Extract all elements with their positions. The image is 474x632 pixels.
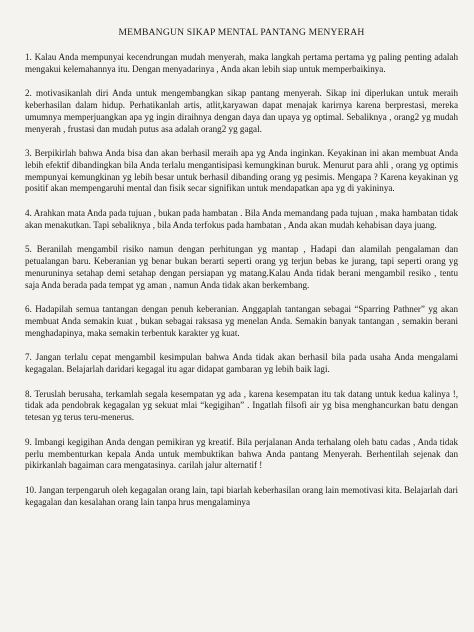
paragraph-3: 3. Berpikirlah bahwa Anda bisa dan akan berhasil meraih apa yg Anda inginkan. Keyakinan ini akan membuat Anda lebih efektif dibandingkan bila Anda terlalu mengantisipasi kemungkinan buruk. Menurut para ahli , orang yg optimis mempunyai kemungkinan yg lebih besar untuk berhasil dibanding orang yg pesimis. Mengapa ? Karena keyakinan yg positif akan mempengaruhi mental dan fisik secar signifikan untuk mendapatkan apa yg di yakininya. <box>25 148 458 194</box>
paragraph-4: 4. Arahkan mata Anda pada tujuan , bukan pada hambatan . Bila Anda memandang pada tujuan , maka hambatan tidak akan menakutkan. Tapi sebaliknya , bila Anda terfokus pada hambatan , Anda akan mudah kehabisan daya juang. <box>25 208 458 230</box>
paragraph-1: 1. Kalau Anda mempunyai kecendrungan mudah menyerah, maka langkah pertama pertama yg paling penting adalah mengakui kelemahannya itu. Dengan menyadarinya , Anda akan lebih siap untuk memperbaikinya. <box>25 52 458 74</box>
paragraph-9: 9. Imbangi kegigihan Anda dengan pemikiran yg kreatif. Bila perjalanan Anda terhalang oleh batu cadas , Anda tidak perlu membenturkan kepala Anda untuk membuktikan bahwa Anda pantang Menyerah. Berhentilah sejenak dan pikirkanlah bagaiman cara mengatasinya. carilah jalur alternatif ! <box>25 436 458 471</box>
paragraph-10: 10. Jangan terpengaruh oleh kegagalan orang lain, tapi biarlah keberhasilan orang lain memotivasi kita. Belajarlah dari kegagalan dan kesalahan orang lain tanpa hrus mengalaminya <box>25 484 458 507</box>
document-title: MEMBANGUN SIKAP MENTAL PANTANG MENYERAH <box>118 27 365 38</box>
paragraph-2: 2. motivasikanlah diri Anda untuk mengembangkan sikap pantang menyerah. Sikap ini diperlukan untuk meraih keberhasilan dalam hidup. Perhatikanlah artis, atlit,karyawan dapat menajak karirnya karena berprestasi, mereka umumnya memperjuangkan apa yg ingin diraihnya dengan daya dan upaya yg optimal. Sebaliknya , orang2 yg mudah menyerah , frustasi dan mudah putus asa adalah orang2 yg gagal. <box>25 88 458 134</box>
paragraph-7: 7. Jangan terlalu cepat mengambil kesimpulan bahwa Anda tidak akan berhasil bila pada usaha Anda mengalami kegagalan. Belajarlah daridari kegagal itu agar didapat gambaran yg lebih baik lagi. <box>25 352 458 375</box>
paragraph-8: 8. Teruslah berusaha, terkamlah segala kesempatan yg ada , karena kesempatan itu tak datang untuk kedua kalinya !, tidak ada pendobrak kegagalan yg sekuat mlai “kegigihan” . Ingatlah filsofi air yg bisa menghancurkan batu dengan tetesan yg terus teru-menerus. <box>25 388 458 423</box>
paragraph-5: 5. Beranilah mengambil risiko namun dengan perhitungan yg mantap , Hadapi dan alamilah pengalaman dan petualangan baru. Keberanian yg benar bukan berarti seperti orang yg terjun bebas ke jurang, tapi seperti orang yg menuruninya setahap demi setahap dengan persiapan yg matang.Kalau Anda tidak berani mengambil resiko , tentu saja Anda berada pada tempat yg aman , namun Anda tidak akan berkembang. <box>25 244 458 290</box>
paragraph-6: 6. Hadapilah semua tantangan dengan penuh keberanian. Anggaplah tantangan sebagai “Sparring Pathner” yg akan membuat Anda semakin kuat , bukan sebagai raksasa yg menelan Anda. Semakin banyak tantangan , semakin berani menghadapinya, maka semakin terbentuk karakter yg kuat. <box>25 304 458 338</box>
